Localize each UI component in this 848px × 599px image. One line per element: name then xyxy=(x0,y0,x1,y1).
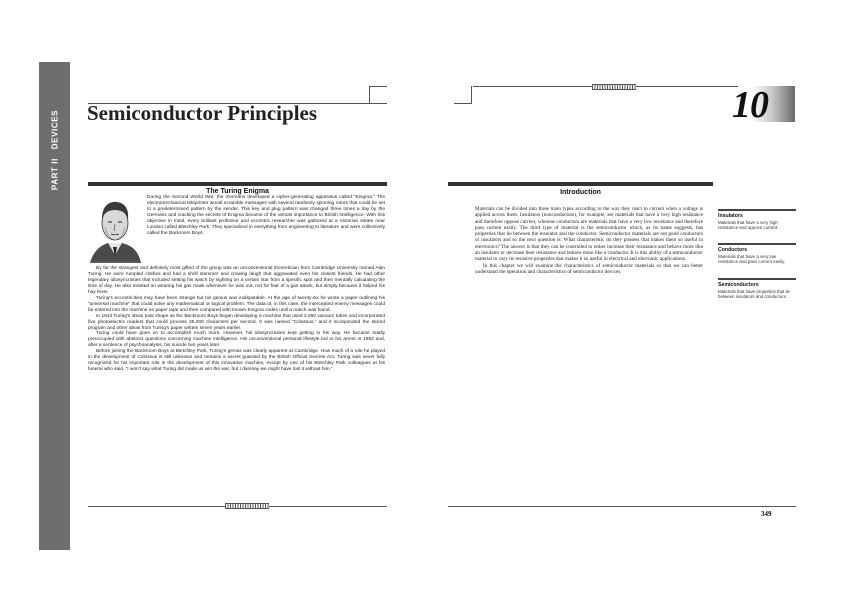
footer-rule xyxy=(269,506,387,507)
enigma-paragraph: By far the strangest and definitely most gifted of the group was an unconventional theoretician from Cambridge University named Alan Turing. He wore rumpled clothes and had a shrill stammer and crowing laugh that aggravated even his closest friends. He had other legendary idiosyncrasies that included setting his watch by sighting on a certain star from a specific spot and then mentally calculating the time of day. He also insisted on wearing his gas mask whenever he was out, not for fear of a gas attack, but simply because it helped his hay fever. xyxy=(88,266,385,295)
margin-note-rule xyxy=(718,278,796,280)
intro-paragraph: Materials can be divided into three main types according to the way they react to current when a voltage is applied across them. Insulators (nonconductors), for example, are materials that have a very high resistance and therefore oppose current, whereas conductors are materials that have a very low resistance and therefore pass current easily. The third type of material is the semiconductor which, as its name suggests, has properties that lie between the insulator and the conductor. Semiconductor materials are not good conductors or insulators and so the next question is: What characteristic do they possess that makes them so useful in electronics? The answer is that they can be controlled to either increase their resistance and behave more like an insulator or decrease their resistance and behave more like a conductor. It is this ability of a semiconductor material to vary its resistive properties that makes it so useful in electrical and electronic applications. xyxy=(475,206,703,263)
part-title: DEVICES xyxy=(50,109,60,150)
header-rule xyxy=(471,86,472,104)
margin-note-rule xyxy=(718,209,796,211)
enigma-text-body xyxy=(88,266,385,373)
section-bar xyxy=(448,182,713,186)
chapter-title: Semiconductor Principles xyxy=(87,101,318,125)
margin-note-rule xyxy=(718,243,796,245)
enigma-paragraph: Turing could have gone on to accomplish much more. However, his idiosyncrasies kept getting in his way. He became totally preoccupied with abstract questions concerning machine intelligence. His unconventional personal lifestyle led to his arrest in 1952 and, after a sentence of psychoanalysis, his suicide two years later. xyxy=(88,331,385,349)
margin-note-term: Semiconductors xyxy=(718,281,759,288)
page-number: 349 xyxy=(761,510,772,518)
part-label xyxy=(51,110,60,190)
margin-note-definition: Materials that have a very low resistance and pass current easily. xyxy=(718,253,786,264)
part-number: PART II xyxy=(50,158,60,191)
header-rule xyxy=(454,103,472,104)
margin-note-insulators xyxy=(718,209,796,230)
alan-turing-portrait xyxy=(88,191,142,263)
margin-note-definition: Materials that have properties that lie between insulators and conductors. xyxy=(718,288,790,299)
intro-paragraph: In this chapter we will examine the characteristics of semiconductor materials so that we can better understand the operation and characteristics of semiconductor devices. xyxy=(475,262,703,275)
margin-note-definition: Materials that have a very high resistance and oppose current. xyxy=(718,219,779,230)
margin-note-conductors xyxy=(718,243,796,264)
header-ornament xyxy=(592,84,636,90)
introduction-text xyxy=(475,206,703,275)
enigma-paragraph: In 1943 Turing’s ideas took shape as the Backroom Boys began developing a machine that used 2,000 vacuum tubes and incorporated five photoelectric readers that could process 25,000 characters per second. It was named “Colossus,” and it incorporated the stored program and other ideas from Turing’s paper written seven years earlier. xyxy=(88,313,385,331)
footer-rule xyxy=(448,506,796,507)
margin-note-semiconductors xyxy=(718,278,796,299)
enigma-heading: The Turing Enigma xyxy=(206,188,269,195)
footer-rule xyxy=(88,506,225,507)
enigma-paragraph: Turing’s eccentricities may have been strange but his genius was indisputable. At the age of twenty-six he wrote a paper outlining his “universal machine” that could solve any mathematical or logical problem. The data or, in this case, the intercepted enemy messages could be entered into the machine on paper tape and then compared with known Enigma codes until a match was found. xyxy=(88,295,385,313)
chapter-number: 10 xyxy=(732,84,768,126)
introduction-heading: Introduction xyxy=(560,189,601,196)
enigma-paragraph: Before joining the Backroom Boys at Bletchley Park, Turing’s genius was clearly apparent at Cambridge. How much of a role he played in the development of Colossus is still unknown and remains a secret guarded by the British Official Secrets Act. Turing was never fully recognized for his important role in the development of this innovative machine, except by one of his Bletchley Park colleagues at his funeral who said, “I won’t say what Turing did made us win the war, but I daresay we might have lost it without him.” xyxy=(88,349,385,373)
margin-note-term: Insulators xyxy=(718,212,743,219)
section-bar xyxy=(88,182,387,186)
enigma-paragraph: During the Second World War, the Germans developed a cipher-generating apparatus called “Enigma.” The electromechanical teleprinter would scramble messages with several randomly spinning rotors that could be set to a predetermined pattern by the sender. This key and plug pattern was changed three times a day by the Germans and cracking the secrets of Enigma became of the utmost importance to British Intelligence. With this objective in mind, every brilliant professor and eccentric researcher was gathered at a Victorian estate near London called Bletchley Park. They specialized in everything from engineering to literature and were collectively called the Backroom Boys. xyxy=(147,195,385,236)
enigma-text-top xyxy=(147,195,385,237)
margin-note-term: Conductors xyxy=(718,246,748,253)
footer-ornament xyxy=(225,503,269,509)
header-rule xyxy=(369,86,370,104)
header-rule xyxy=(369,86,387,87)
